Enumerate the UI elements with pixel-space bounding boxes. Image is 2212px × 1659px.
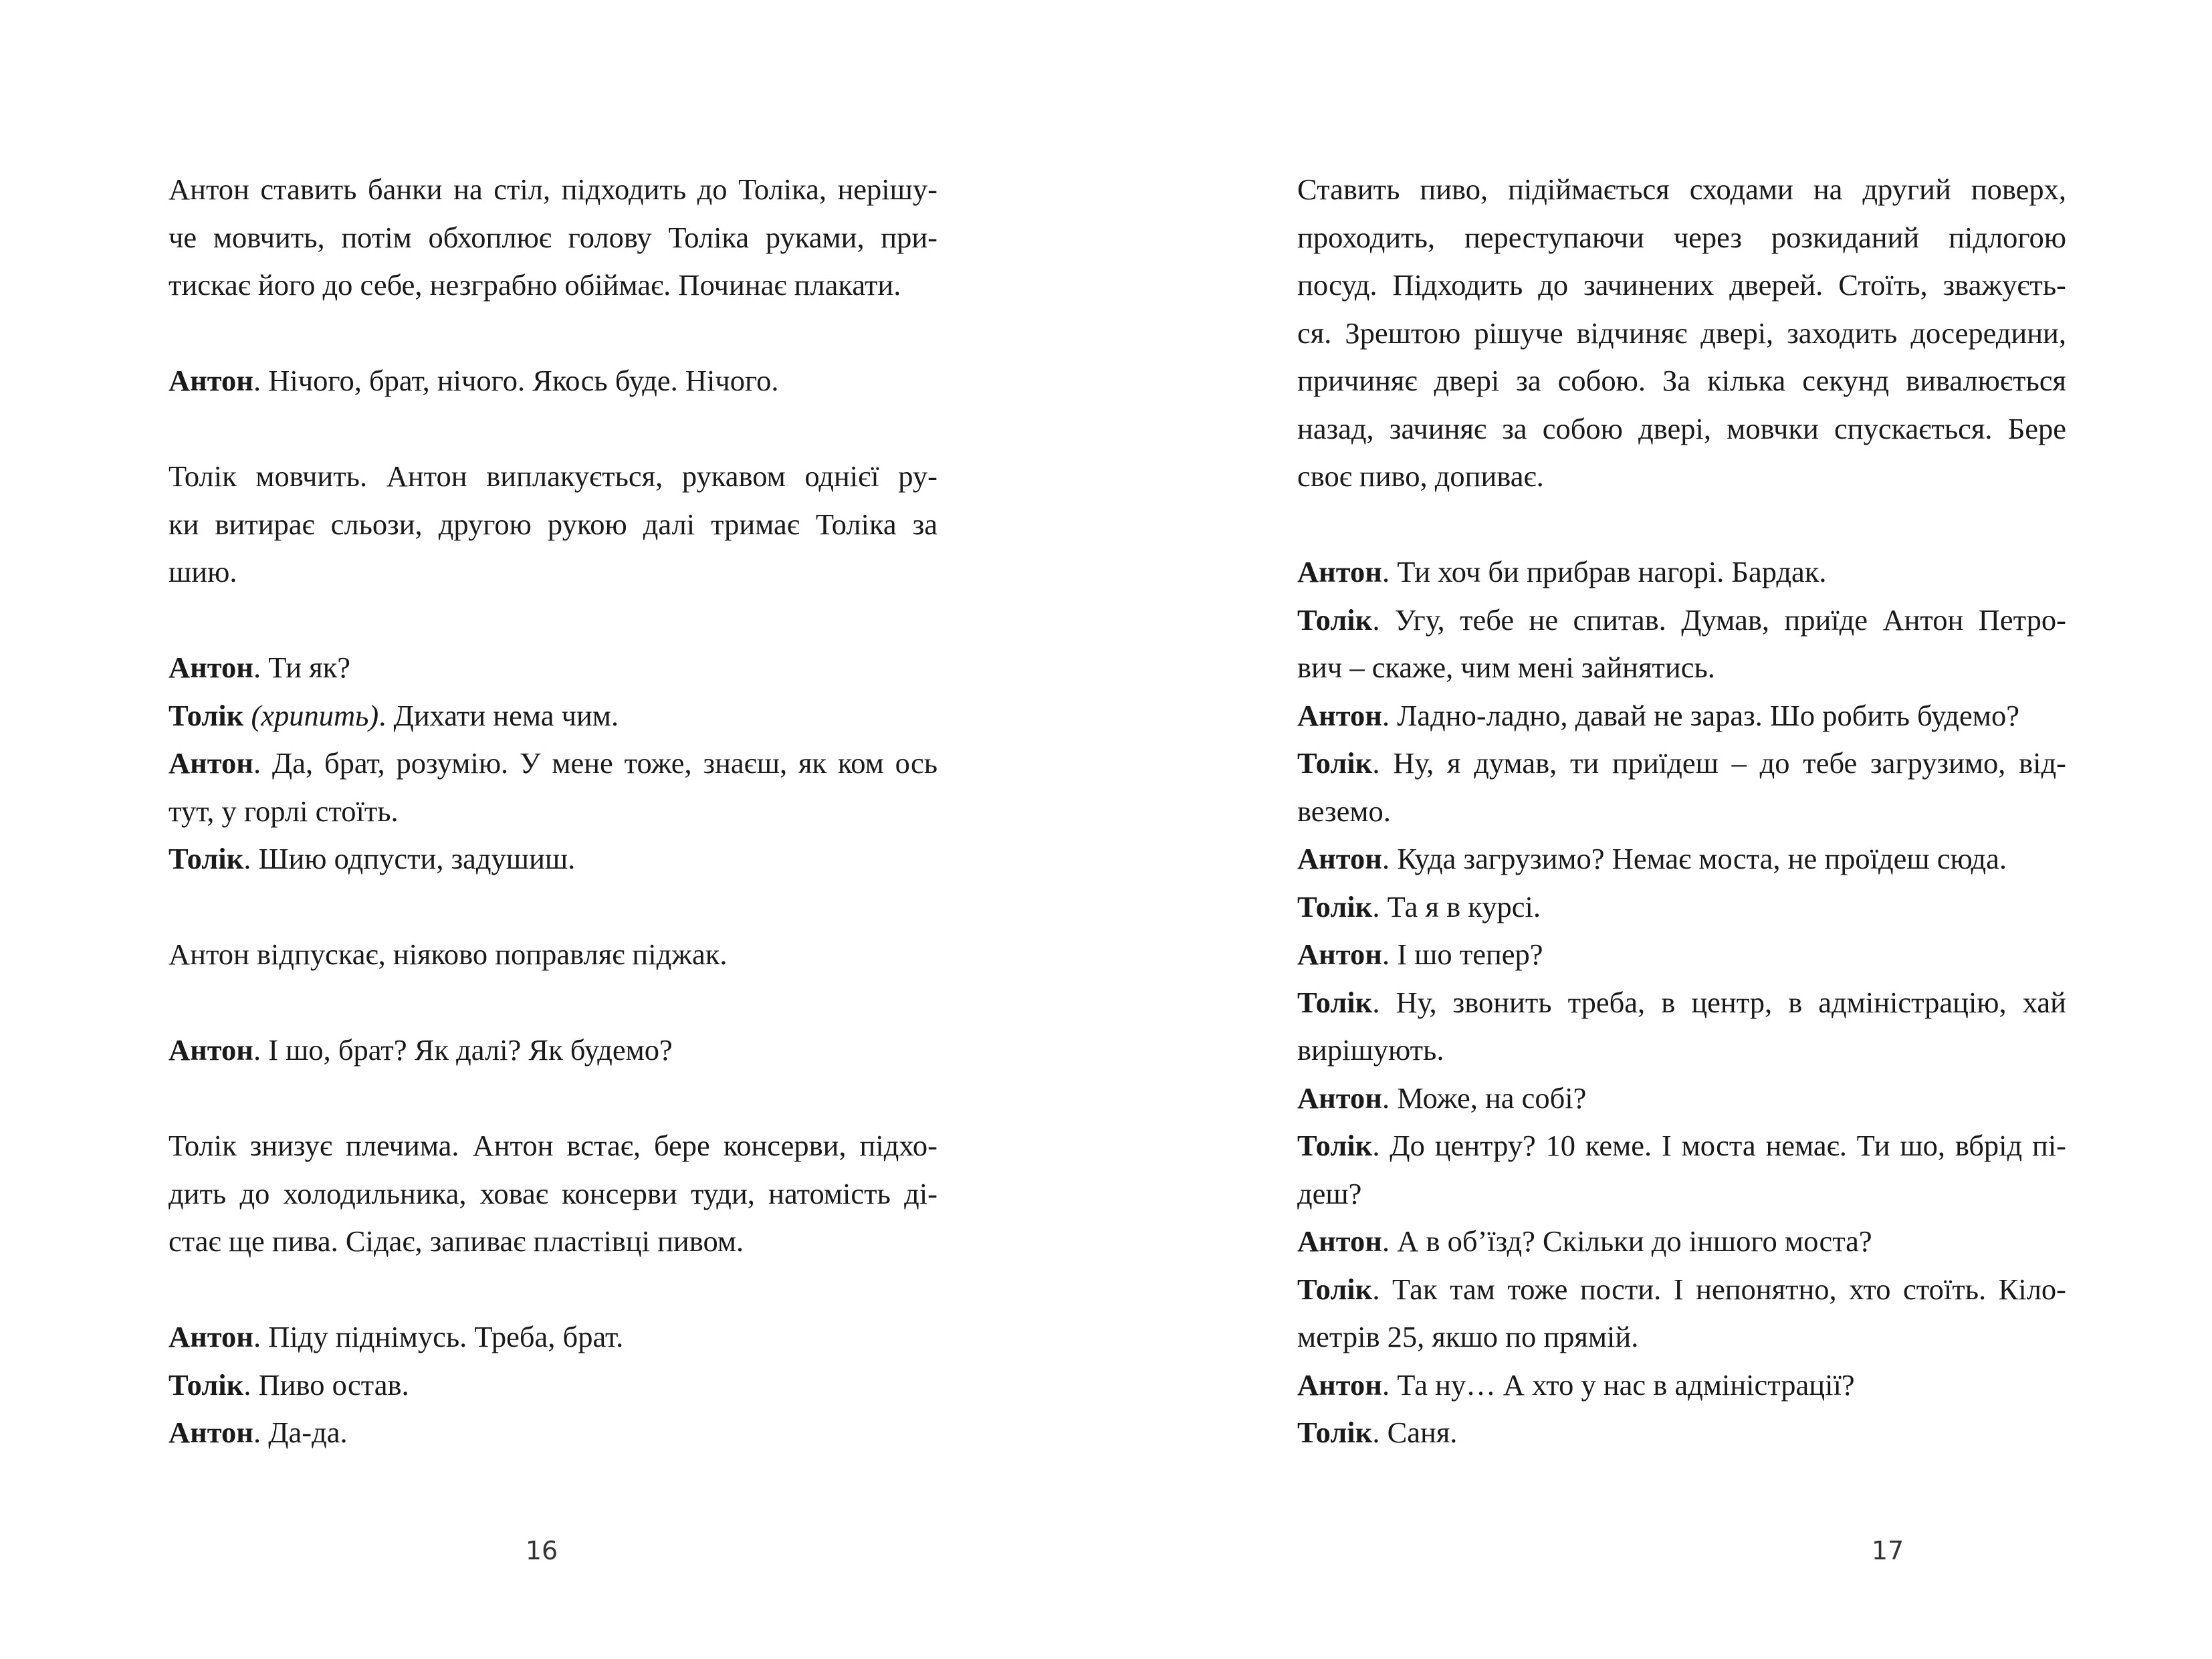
paragraph-gap [169, 1266, 937, 1314]
dialogue-text: . Дихати нема чим. [378, 698, 619, 732]
dialogue-line [1297, 835, 2066, 883]
dialogue-text: . Може, на собі? [1381, 1081, 1587, 1115]
dialogue-line [1297, 1218, 2066, 1266]
paragraph-gap [1297, 501, 2066, 549]
speaker-name: Антон [169, 651, 253, 684]
speaker-name: Толік [169, 1367, 244, 1402]
speaker-name: Толік [1297, 889, 1373, 923]
speaker-name: Толік [1297, 602, 1373, 637]
text-line: вирішують. [1297, 1033, 1444, 1067]
text-line: метрів 25, якшо по прямій. [1297, 1320, 1639, 1353]
dialogue-line [169, 740, 937, 788]
dialogue-line [1297, 596, 2066, 645]
dialogue-text: . Піду піднімусь. Треба, брат. [253, 1320, 624, 1353]
dialogue-text: . Та ну… А хто у нас в адміністрації? [1381, 1367, 1855, 1402]
paragraph-gap [169, 979, 937, 1027]
text-line: стає ще пива. Сідає, запиває пластівці пивом. [169, 1224, 744, 1258]
dialogue-text: . Та я в курсі. [1372, 889, 1541, 923]
dialogue-line [1297, 1122, 2066, 1170]
dialogue-line [1297, 548, 2066, 596]
text-line: Антон ставить банки на стіл, підходить до Толіка, нерішу- [169, 173, 937, 206]
text-line: тискає його до себе, незграбно обіймає. Починає плакати. [169, 268, 901, 302]
paragraph-gap [169, 596, 937, 645]
dialogue-text: . Угу, тебе не спитав. Думав, приїде Антон Петро- [1372, 602, 2066, 637]
dialogue-line [169, 835, 937, 883]
text-line: тут, у горлі стоїть. [169, 794, 399, 828]
dialogue-text: . Да-да. [253, 1416, 348, 1449]
dialogue-text: . Шию одпусти, задушиш. [243, 842, 576, 875]
text-line: ки витирає сльози, другою рукою далі тримає Толіка за [169, 507, 937, 541]
text-line: веземо. [1297, 794, 1391, 828]
text-line: Ставить пиво, підіймається сходами на другий поверх, [1297, 173, 2066, 206]
text-line: шию. [169, 555, 237, 588]
dialogue-text: . Ладно-ладно, давай не зараз. Шо робить будемо? [1381, 698, 2019, 732]
speaker-name: Толік [1297, 746, 1373, 780]
text-line: дить до холодильника, ховає консерви туди, натомість ді- [169, 1176, 937, 1210]
dialogue-text: . Ну, я думав, ти приїдеш – до тебе загрузимо, від- [1372, 746, 2066, 780]
dialogue-line [169, 692, 937, 740]
dialogue-line [169, 1026, 937, 1075]
dialogue-line [1297, 692, 2066, 740]
text-line: Антон відпускає, ніяково поправляє піджак. [169, 937, 728, 971]
speaker-name: Антон [1297, 1367, 1382, 1402]
dialogue-line [1297, 1409, 2066, 1457]
dialogue-text: . Пиво остав. [243, 1367, 409, 1402]
speaker-name: Антон [1297, 937, 1382, 971]
left-page-text [169, 166, 937, 1457]
paragraph-gap [169, 310, 937, 358]
dialogue-line [169, 1409, 937, 1457]
stage-remark: (хрипить) [243, 698, 379, 732]
speaker-name: Толік [169, 842, 244, 875]
dialogue-text: . Так там тоже пости. І непонятно, хто стоїть. Кіло- [1372, 1272, 2066, 1306]
speaker-name: Антон [1297, 842, 1382, 875]
speaker-name: Толік [1297, 1416, 1373, 1449]
speaker-name: Антон [1297, 698, 1382, 732]
text-line: своє пиво, допиває. [1297, 459, 1544, 493]
right-page-text [1297, 166, 2066, 1457]
dialogue-text: . Саня. [1372, 1416, 1458, 1449]
text-line: деш? [1297, 1176, 1362, 1210]
dialogue-line [1297, 1075, 2066, 1123]
text-line: Толік знизує плечима. Антон встає, бере консерви, підхо- [169, 1129, 937, 1162]
paragraph-gap [169, 405, 937, 453]
text-line: вич – скаже, чим мені зайнятись. [1297, 651, 1715, 684]
dialogue-text: . А в об’їзд? Скільки до іншого моста? [1381, 1224, 1872, 1258]
dialogue-line [1297, 979, 2066, 1027]
dialogue-text: . І шо, брат? Як далі? Як будемо? [253, 1033, 673, 1067]
speaker-name: Антон [1297, 555, 1382, 588]
speaker-name: Антон [1297, 1081, 1382, 1115]
dialogue-line [1297, 740, 2066, 788]
dialogue-text: . Ти хоч би прибрав нагорі. Бардак. [1381, 555, 1827, 588]
dialogue-text: . Ти як? [253, 651, 351, 684]
text-line: назад, зачиняє за собою двері, мовчки спускається. Бере [1297, 411, 2066, 445]
speaker-name: Антон [169, 364, 253, 397]
speaker-name: Антон [169, 1320, 253, 1353]
text-line: Толік мовчить. Антон виплакується, рукавом однієї ру- [169, 459, 937, 493]
right-page-number: 17 [1871, 1536, 1904, 1565]
dialogue-text: . Куда загрузимо? Немає моста, не проїдеш сюда. [1381, 842, 2007, 875]
speaker-name: Антон [1297, 1224, 1382, 1258]
paragraph-gap [169, 1075, 937, 1123]
speaker-name: Толік [1297, 1129, 1373, 1162]
dialogue-line [1297, 1266, 2066, 1314]
dialogue-line [169, 1313, 937, 1361]
speaker-name: Антон [169, 1416, 253, 1449]
dialogue-text: . Ну, звонить треба, в центр, в адміністрацію, хай [1372, 985, 2066, 1019]
speaker-name: Антон [169, 1033, 253, 1067]
dialogue-line [169, 644, 937, 692]
text-line: че мовчить, потім обхоплює голову Толіка руками, при- [169, 220, 937, 254]
dialogue-line [1297, 1361, 2066, 1410]
dialogue-text: . Да, брат, розумію. У мене тоже, знаєш, як ком ось [253, 746, 937, 780]
right-page [1106, 0, 2212, 1659]
text-line: проходить, переступаючи через розкиданий підлогою [1297, 220, 2066, 254]
speaker-name: Антон [169, 746, 253, 780]
speaker-name: Толік [1297, 1272, 1373, 1306]
dialogue-line [169, 357, 937, 405]
text-line: причиняє двері за собою. За кілька секунд вивалюється [1297, 364, 2066, 397]
dialogue-text: . Нічого, брат, нічого. Якось буде. Нічого. [253, 364, 779, 397]
text-line: посуд. Підходить до зачинених дверей. Стоїть, зважуєть- [1297, 268, 2066, 302]
dialogue-line [1297, 931, 2066, 979]
left-page-number: 16 [525, 1536, 558, 1565]
text-line: ся. Зрештою рішуче відчиняє двері, заходить досередини, [1297, 316, 2066, 350]
dialogue-text: . І шо тепер? [1381, 937, 1543, 971]
dialogue-line [169, 1361, 937, 1410]
paragraph-gap [169, 883, 937, 931]
dialogue-text: . До центру? 10 кеме. І моста немає. Ти шо, вбрід пі- [1372, 1129, 2066, 1162]
dialogue-line [1297, 883, 2066, 931]
speaker-name: Толік [1297, 985, 1373, 1019]
speaker-name: Толік [169, 698, 244, 732]
